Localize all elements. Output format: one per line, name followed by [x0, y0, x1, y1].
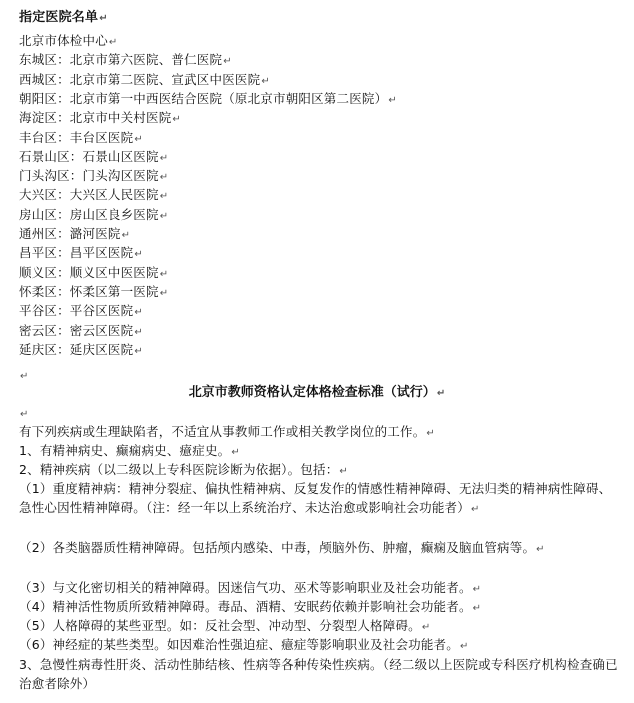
hospital-entry-text: 丰台区：丰台区医院 — [19, 129, 134, 145]
hospital-entry-text: 石景山区：石景山区医院 — [19, 148, 159, 164]
standard-sub-5: （5）人格障碍的某些亚型。如：反社会型、冲动型、分裂型人格障碍。↵ — [19, 618, 431, 633]
standard-sub-4: （4）精神活性物质所致精神障碍。毒品、酒精、安眠药依赖并影响社会功能者。↵ — [19, 599, 482, 614]
hospital-list-item — [19, 321, 622, 342]
hospital-list-item — [19, 70, 622, 91]
hospital-entry-text: 延庆区：延庆区医院 — [19, 341, 134, 357]
paragraph-mark: ↵ — [134, 345, 143, 357]
standard-sub-2: （2）各类脑器质性精神障碍。包括颅内感染、中毒，颅脑外伤、肿瘤，癫痫及脑血管病等。↵ — [19, 540, 545, 555]
hospital-list-item — [19, 185, 622, 206]
hospital-list-item — [19, 50, 622, 71]
standard-item-2: 2、精神疾病（以二级以上专科医院诊断为依据）。包括：↵ — [19, 462, 348, 477]
standard-intro: 有下列疾病或生理缺陷者，不适宜从事教师工作或相关教学岗位的工作。↵ — [19, 424, 435, 439]
hospital-entry-text: 顺义区：顺义区中医医院 — [19, 264, 159, 280]
hospital-list-item — [19, 128, 622, 149]
hospital-entry-text: 海淀区：北京市中关村医院 — [19, 110, 172, 126]
paragraph-mark: ↵ — [159, 287, 169, 299]
paragraph-mark: ↵ — [134, 326, 143, 338]
hospital-list-item — [19, 31, 622, 52]
paragraph-mark: ↵ — [134, 249, 143, 261]
paragraph-mark: ↵ — [134, 307, 143, 319]
paragraph-mark: ↵ — [159, 268, 169, 280]
standard-sub-6: （6）神经症的某些类型。如因难治性强迫症、癔症等影响职业及社会功能者。↵ — [19, 637, 469, 652]
hospital-entry-text: 平谷区：平谷区医院 — [19, 303, 134, 319]
paragraph-mark: ↵ — [223, 56, 232, 68]
paragraph-mark: ↵ — [159, 191, 169, 203]
hospital-entry-text: 西城区：北京市第二医院、宣武区中医医院 — [19, 71, 261, 87]
standard-item-3: 3、急慢性病毒性肝炎、活动性肺结核、性病等各种传染性疾病。（经二级以上医院或专科医疗机构检查确已治愈者除外） — [19, 657, 618, 691]
paragraph-mark: ↵ — [261, 75, 270, 87]
hospital-entry-text: 门头沟区：门头沟区医院 — [19, 168, 159, 184]
hospital-list-item — [19, 340, 622, 361]
paragraph-mark: ↵ — [121, 230, 131, 241]
paragraph-mark: ↵ — [172, 114, 181, 126]
hospital-list-item — [19, 263, 622, 284]
hospital-entry-text: 房山区：房山区良乡医院 — [19, 206, 159, 222]
standard-item-1: 1、有精神病史、癫痫病史、癔症史。↵ — [19, 443, 240, 458]
empty-paragraph: ↵ — [20, 371, 29, 382]
hospital-entry-text: 朝阳区：北京市第一中西医结合医院（原北京市朝阳区第二医院） — [19, 90, 388, 106]
standard-sub-1: （1）重度精神病：精神分裂症、偏执性精神病、反复发作的情感性精神障碍、无法归类的精神病性障碍、急性心因性精神障碍。（注：经一年以上系统治疗、未达治愈或影响社会功能者）↵ — [19, 481, 612, 515]
hospital-list-item — [19, 147, 622, 168]
hospital-entry-text: 昌平区：昌平区医院 — [19, 245, 134, 261]
hospital-entry-text: 密云区：密云区医院 — [19, 322, 134, 338]
hospital-list-item — [19, 224, 622, 245]
hospital-list-item — [19, 282, 622, 303]
hospital-list-item — [19, 205, 622, 226]
paragraph-mark: ↵ — [159, 210, 169, 222]
standard-sub-3: （3）与文化密切相关的精神障碍。因迷信气功、巫术等影响职业及社会功能者。↵ — [19, 580, 482, 595]
paragraph-mark: ↵ — [159, 172, 169, 184]
hospital-list-item — [19, 243, 622, 264]
hospital-list-item — [19, 89, 622, 110]
hospital-list-title: 指定医院名单↵ — [19, 10, 108, 25]
paragraph-mark: ↵ — [388, 94, 397, 106]
hospital-entry-text: 通州区：潞河医院 — [19, 226, 121, 241]
hospital-entry-text: 东城区：北京市第六医院、普仁医院 — [19, 52, 223, 68]
paragraph-mark: ↵ — [108, 37, 118, 48]
hospital-entry-text: 怀柔区：怀柔区第一医院 — [19, 283, 159, 299]
hospital-list-item — [19, 108, 622, 129]
hospital-list-item — [19, 301, 622, 322]
paragraph-mark: ↵ — [159, 152, 169, 164]
hospital-list-item — [19, 166, 622, 187]
empty-paragraph: ↵ — [20, 409, 29, 420]
hospital-entry-text: 北京市体检中心 — [19, 33, 108, 48]
hospital-entry-text: 大兴区：大兴区人民医院 — [19, 187, 159, 203]
paragraph-mark: ↵ — [134, 133, 143, 145]
standard-title: 北京市教师资格认定体格检查标准（试行）↵ — [188, 385, 446, 400]
